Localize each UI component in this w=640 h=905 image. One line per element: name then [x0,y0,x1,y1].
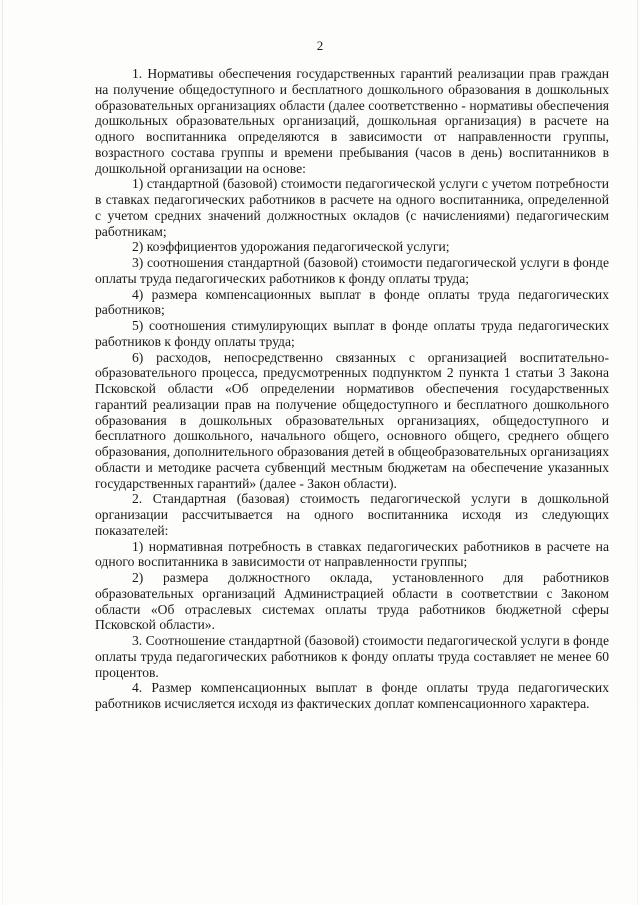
page-number: 2 [316,38,324,53]
paragraph-1-item-2: 2) коэффициентов удорожания педагогической услуги; [132,239,450,255]
paragraph-1-item-4: 4) размера компенсационных выплат в фонде оплаты труда педагогических работников; [95,286,609,318]
paragraph-4: 4. Размер компенсационных выплат в фонде оплаты труда педагогических работников исчисляется исходя из фактических доплат компенсационного характера. [95,680,609,711]
scan-edge-left [2,0,3,905]
paragraph-1-item-5: 5) соотношения стимулирующих выплат в фонде оплаты труда педагогических работников к фонду оплаты труда; [95,318,609,349]
paragraph-2-item-2: 2) размера должностного оклада, установленного для работников образовательных организаций Администрацией области в соответствии с Законом области «Об отраслевых системах оплаты труда работников бюджетной сферы Псковской области». [95,570,609,633]
paragraph-1-item-3: 3) соотношения стандартной (базовой) стоимости педагогической услуги в фонде оплаты труда педагогических работников к фонду оплаты труда; [95,255,609,286]
document-body [95,66,609,712]
paragraph-2: 2. Стандартная (базовая) стоимость педагогической услуги в дошкольной организации рассчитывается на одного воспитанника исходя из следующих показателей: [95,491,609,538]
paragraph-3: 3. Соотношение стандартной (базовой) стоимости педагогической услуги в фонде оплаты труда педагогических работников к фонду оплаты труда составляет не менее 60 процентов. [95,633,609,680]
paragraph-1-item-1: 1) стандартной (базовой) стоимости педагогической услуги с учетом потребности в ставках педагогических работников в расчете на одного воспитанника, определенной с учетом средних значений должностных окладов (с начислениями) педагогическим работникам; [95,176,609,239]
paragraph-2-item-1: 1) нормативная потребность в ставках педагогических работников в расчете на одного воспитанника в зависимости от направленности группы; [95,538,609,570]
paragraph-1-item-6: 6) расходов, непосредственно связанных с организацией воспитательно-образовательного процесса, предусмотренных подпунктом 2 пункта 1 статьи 3 Закона Псковской области «Об определении нормативов обеспечения государственных гарантий реализации прав на получение общедоступного и бесплатного дошкольного образования в дошкольных образовательных организациях, общедоступного и бесплатного дошкольного, начального общего, основного общего, среднего общего образования, дополнительного образования детей в общеобразовательных организациях области и методике расчета субвенций местным бюджетам на обеспечение указанных государственных гарантий» (далее - Закон области). [95,349,609,491]
paragraph-1: 1. Нормативы обеспечения государственных гарантий реализации прав граждан на получение общедоступного и бесплатного дошкольного образования в дошкольных образовательных организациях области (далее соответственно - нормативы обеспечения дошкольных образовательных организаций, дошкольная организация) в расчете на одного воспитанника определяются в зависимости от направленности группы, возрастного состава группы и времени пребывания (часов в день) воспитанников в дошкольной организации на основе: [95,66,609,176]
scan-edge-right [637,0,638,905]
